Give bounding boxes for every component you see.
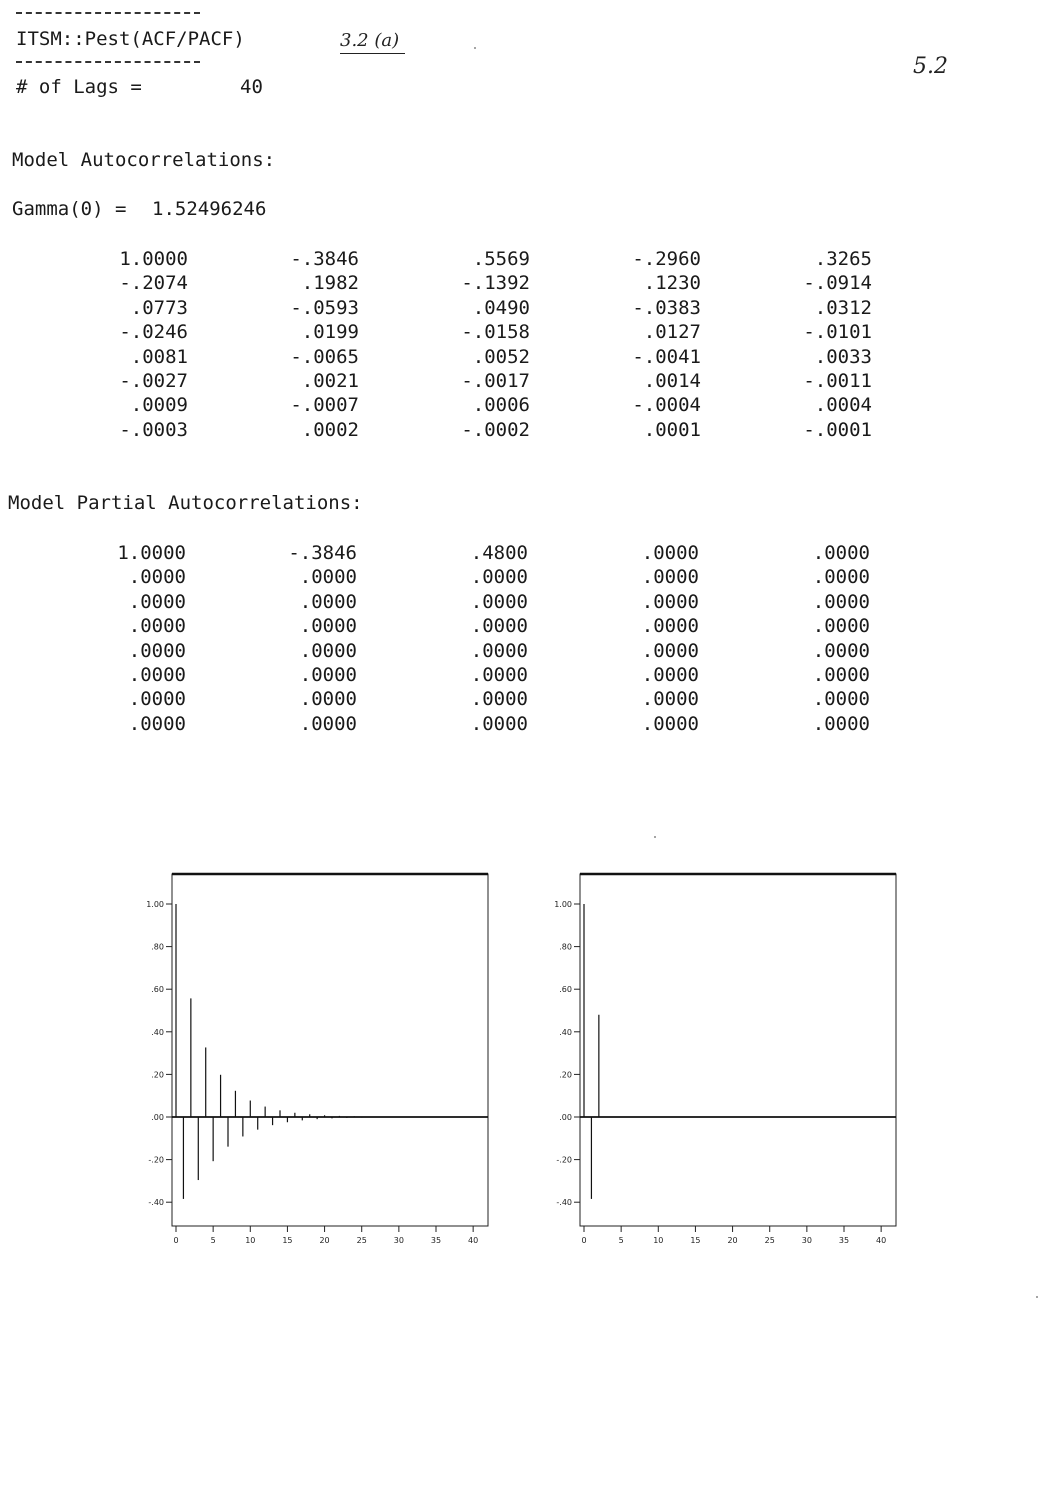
scan-speck [654,836,656,838]
plot-frame [580,874,896,1226]
x-tick-label: 10 [653,1236,664,1245]
acf-value-cell: -.0002 [461,418,530,441]
pacf-value-cell: .0000 [128,566,186,589]
pacf-value-cell: .0000 [128,639,186,662]
acf-value-cell: .0127 [643,321,701,344]
pacf-value-cell: .0000 [812,688,870,711]
pacf-value-cell: .0000 [128,590,186,613]
pacf-value-cell: .0000 [299,663,357,686]
x-tick-label: 20 [727,1236,738,1245]
top-rule [16,12,200,14]
y-tick-label: .00 [559,1113,572,1122]
acf-value-cell: .1982 [301,272,359,295]
pacf-value-cell: .0000 [128,615,186,638]
pacf-value-cell: .0000 [641,639,699,662]
acf-value-cell: .0006 [472,394,530,417]
page-mark-note: 5.2 [913,54,948,79]
lags-value: 40 [240,76,263,98]
y-tick-label: .80 [559,942,572,952]
x-tick-label: 30 [801,1236,812,1245]
pacf-value-cell: .0000 [641,590,699,613]
acf-value-cell: -.2960 [632,248,701,270]
pacf-value-cell: .0000 [812,663,870,686]
x-tick-label: 15 [282,1236,293,1245]
acf-value-cell: .0490 [472,296,530,319]
pacf-value-cell: .0000 [470,688,528,711]
acf-value-cell: -.0065 [290,345,359,368]
pacf-value-cell: .0000 [470,663,528,686]
scan-speck [474,47,476,49]
acf-value-cell: -.0011 [803,369,872,392]
x-tick-label: 35 [838,1236,850,1245]
y-tick-label: .40 [151,1027,164,1037]
acf-value-cell: -.0027 [119,369,188,392]
acf-value-cell: .0033 [814,345,872,368]
pacf-value-cell: .0000 [812,566,870,589]
y-tick-label: -.40 [556,1198,572,1208]
acf-value-cell: .0021 [301,369,359,392]
pacf-value-cell: .0000 [812,639,870,662]
x-tick-label: 10 [245,1236,256,1245]
acf-value-cell: .0009 [130,394,188,417]
pacf-value-cell: .0000 [128,688,186,711]
acf-heading: Model Autocorrelations: [12,149,276,171]
y-tick-label: .40 [559,1027,572,1037]
pacf-value-cell: .0000 [299,566,357,589]
pacf-value-cell: .0000 [299,639,357,662]
acf-value-cell: .0004 [814,394,872,417]
y-tick-label: .80 [151,942,164,952]
lags-label: # of Lags = [16,76,142,98]
y-tick-label: -.20 [556,1155,572,1165]
pacf-value-cell: .0000 [299,712,357,735]
pacf-value-cell: .0000 [470,615,528,638]
acf-value-cell: .0312 [814,296,872,319]
acf-table [17,248,872,441]
x-tick-label: 20 [319,1236,330,1245]
pacf-heading: Model Partial Autocorrelations: [8,492,363,514]
acf-value-cell: 1.0000 [119,248,188,270]
acf-value-cell: -.0004 [632,394,701,417]
acf-value-cell: -.0914 [803,272,872,295]
acf-value-cell: -.0017 [461,369,530,392]
pacf-value-cell: .0000 [128,663,186,686]
pacf-value-cell: .0000 [128,712,186,735]
pacf-value-cell: .0000 [470,566,528,589]
acf-value-cell: .0081 [130,345,188,368]
acf-value-cell: .0002 [301,418,359,441]
y-tick-label: .60 [151,985,164,995]
scan-speck [1036,1296,1038,1298]
x-tick-label: 35 [430,1236,442,1245]
pacf-value-cell: .0000 [812,542,870,564]
acf-value-cell: -.0246 [119,321,188,344]
pacf-value-cell: .0000 [299,688,357,711]
acf-value-cell: -.3846 [290,248,359,270]
pacf-value-cell: .0000 [641,615,699,638]
pacf-value-cell: .0000 [470,590,528,613]
acf-value-cell: -.1392 [461,272,530,295]
plot-frame [172,874,488,1226]
pacf-value-cell: .0000 [641,566,699,589]
acf-chart [140,866,500,1266]
acf-value-cell: .0773 [130,296,188,319]
acf-value-cell: -.0383 [632,296,701,319]
x-tick-label: 40 [876,1236,887,1245]
pacf-value-cell: .0000 [641,688,699,711]
x-tick-label: 40 [468,1236,479,1245]
x-tick-label: 25 [764,1236,775,1245]
y-tick-label: .60 [559,985,572,995]
pacf-value-cell: .4800 [470,542,528,564]
acf-value-cell: .0052 [472,345,530,368]
x-tick-label: 15 [690,1236,701,1245]
pacf-value-cell: .0000 [299,590,357,613]
y-tick-label: -.20 [148,1155,164,1165]
acf-value-cell: -.0007 [290,394,359,417]
y-tick-label: 1.00 [146,900,164,909]
title-underline-rule [16,61,200,63]
acf-value-cell: .0199 [301,321,359,344]
x-tick-label: 30 [393,1236,404,1245]
acf-value-cell: -.0593 [290,296,359,319]
pacf-table [15,542,870,735]
x-tick-label: 0 [173,1236,179,1245]
pacf-value-cell: .0000 [299,615,357,638]
x-tick-label: 5 [210,1236,216,1245]
pacf-value-cell: .0000 [812,590,870,613]
x-tick-label: 25 [356,1236,367,1245]
gamma-label: Gamma(0) = [12,198,127,220]
x-tick-label: 5 [618,1236,624,1245]
pacf-value-cell: .0000 [812,615,870,638]
acf-value-cell: -.0158 [461,321,530,344]
acf-value-cell: .3265 [814,248,872,270]
acf-value-cell: .5569 [472,248,530,270]
acf-value-cell: -.0041 [632,345,701,368]
acf-value-cell: -.0001 [803,418,872,441]
page-title: ITSM::Pest(ACF/PACF) [16,28,245,50]
acf-value-cell: .1230 [643,272,701,295]
x-tick-label: 0 [581,1236,587,1245]
pacf-value-cell: 1.0000 [117,542,186,564]
pacf-value-cell: .0000 [641,712,699,735]
pacf-value-cell: -.3846 [288,542,357,564]
y-tick-label: .00 [151,1113,164,1122]
acf-value-cell: -.2074 [119,272,188,295]
problem-reference-note: 3.2 (a) [340,30,405,54]
gamma-value: 1.52496246 [152,198,267,220]
acf-value-cell: -.0003 [119,418,188,441]
pacf-value-cell: .0000 [470,712,528,735]
y-tick-label: .20 [559,1070,572,1080]
y-tick-label: .20 [151,1070,164,1080]
acf-value-cell: .0014 [643,369,701,392]
pacf-chart [548,866,908,1266]
acf-value-cell: .0001 [643,418,701,441]
acf-value-cell: -.0101 [803,321,872,344]
pacf-value-cell: .0000 [812,712,870,735]
pacf-value-cell: .0000 [641,542,699,564]
pacf-value-cell: .0000 [470,639,528,662]
pacf-value-cell: .0000 [641,663,699,686]
y-tick-label: 1.00 [554,900,572,909]
y-tick-label: -.40 [148,1198,164,1208]
